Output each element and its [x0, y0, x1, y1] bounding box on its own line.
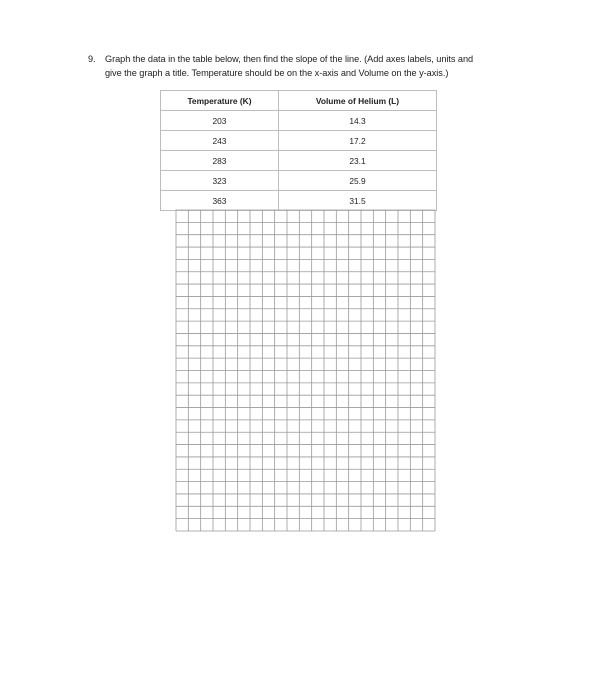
question-text — [105, 53, 528, 80]
table-row — [161, 131, 437, 151]
temperature-cell: 203 — [161, 111, 279, 131]
question-line-1: Graph the data in the table below, then find the slope of the line. (Add axes labels, units and — [105, 54, 474, 64]
header-temperature: Temperature (K) — [161, 91, 279, 111]
table-row — [161, 151, 437, 171]
data-table — [160, 90, 437, 211]
temperature-cell: 363 — [161, 191, 279, 211]
temperature-cell: 243 — [161, 131, 279, 151]
table-row — [161, 111, 437, 131]
volume-cell: 31.5 — [278, 191, 436, 211]
header-volume: Volume of Helium (L) — [278, 91, 436, 111]
volume-cell: 17.2 — [278, 131, 436, 151]
volume-cell: 25.9 — [278, 171, 436, 191]
table-header-row — [161, 91, 437, 111]
question-number: 9. — [88, 54, 96, 64]
graph-paper — [175, 209, 436, 532]
temperature-cell: 323 — [161, 171, 279, 191]
question-line-2: give the graph a title. Temperature should be on the x-axis and Volume on the y-axis.) — [105, 67, 449, 78]
temperature-cell: 283 — [161, 151, 279, 171]
volume-cell: 14.3 — [278, 111, 436, 131]
graph-grid — [175, 209, 436, 532]
table-row — [161, 171, 437, 191]
question-9 — [88, 53, 528, 80]
table-row — [161, 191, 437, 211]
volume-cell: 23.1 — [278, 151, 436, 171]
